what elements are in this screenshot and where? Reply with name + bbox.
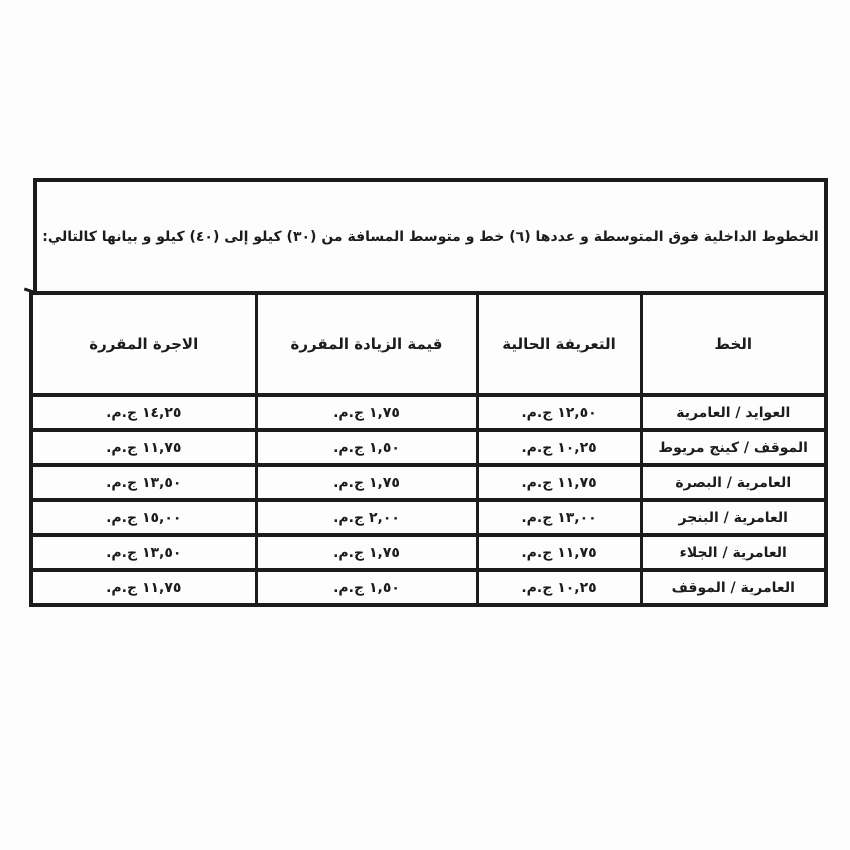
header-cell-current-tariff: التعريفة الحالية (477, 293, 641, 395)
cell-approved-fare: ١٣,٥٠ ج.م. (31, 535, 256, 570)
table-row (31, 430, 826, 465)
cell-current-tariff: ١١,٧٥ ج.م. (477, 465, 641, 500)
table-row (31, 535, 826, 570)
table-row (31, 570, 826, 605)
intro-text: الخطوط الداخلية فوق المتوسطة و عددها (٦) خط و متوسط المسافة من (٣٠) كيلو إلى (٤٠) كيلو و بيانها كالتالي: (42, 228, 819, 245)
cell-line: العوايد / العامرية (641, 395, 826, 430)
cell-current-tariff: ١١,٧٥ ج.م. (477, 535, 641, 570)
cell-approved-fare: ١٣,٥٠ ج.م. (31, 465, 256, 500)
intro-box (33, 178, 828, 295)
cell-approved-increase: ١,٥٠ ج.م. (256, 570, 477, 605)
cell-current-tariff: ١٠,٢٥ ج.م. (477, 570, 641, 605)
cell-current-tariff: ١٠,٢٥ ج.م. (477, 430, 641, 465)
header-cell-line: الخط (641, 293, 826, 395)
cell-line: الموقف / كينج مريوط (641, 430, 826, 465)
table-row (31, 500, 826, 535)
header-row (31, 293, 826, 395)
cell-approved-fare: ١٥,٠٠ ج.م. (31, 500, 256, 535)
cell-approved-fare: ١٤,٢٥ ج.م. (31, 395, 256, 430)
header-cell-approved-fare: الاجرة المقررة (31, 293, 256, 395)
cell-line: العامرية / الموقف (641, 570, 826, 605)
tariff-table-body (31, 395, 826, 605)
tariff-table (29, 291, 828, 607)
header-cell-approved-increase: قيمة الزيادة المقررة (256, 293, 477, 395)
document-sheet (33, 178, 828, 607)
cell-current-tariff: ١٣,٠٠ ج.م. (477, 500, 641, 535)
table-row (31, 465, 826, 500)
cell-approved-fare: ١١,٧٥ ج.م. (31, 570, 256, 605)
cell-approved-increase: ١,٧٥ ج.م. (256, 395, 477, 430)
table-row (31, 395, 826, 430)
cell-current-tariff: ١٢,٥٠ ج.م. (477, 395, 641, 430)
cell-approved-increase: ١,٧٥ ج.م. (256, 465, 477, 500)
cell-approved-increase: ١,٥٠ ج.م. (256, 430, 477, 465)
cell-approved-increase: ١,٧٥ ج.م. (256, 535, 477, 570)
cell-approved-fare: ١١,٧٥ ج.م. (31, 430, 256, 465)
cell-line: العامرية / الجلاء (641, 535, 826, 570)
cell-line: العامرية / البنجر (641, 500, 826, 535)
tariff-table-header (31, 293, 826, 395)
cell-approved-increase: ٢,٠٠ ج.م. (256, 500, 477, 535)
cell-line: العامرية / البصرة (641, 465, 826, 500)
